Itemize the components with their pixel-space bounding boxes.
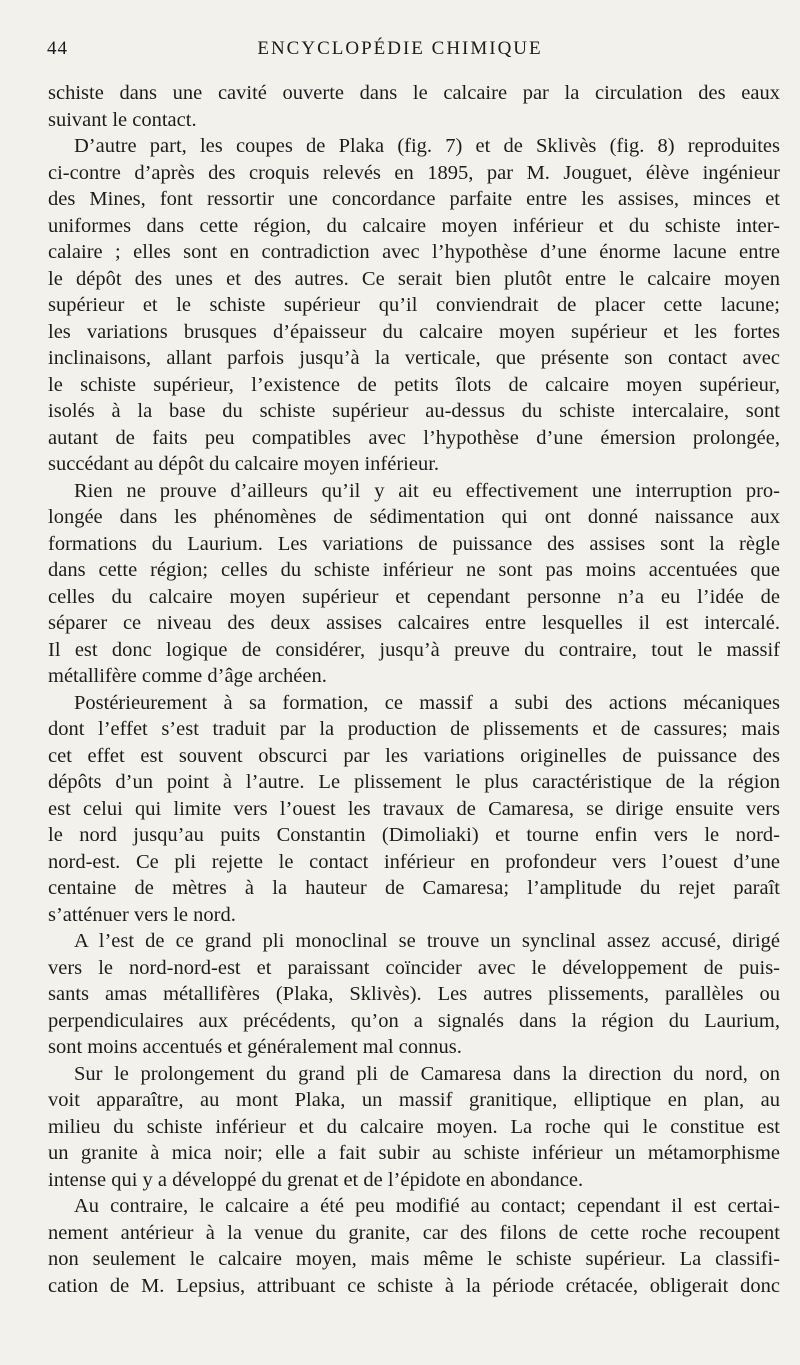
text-line: Il est donc logique de considérer, jusqu’à preuve du contraire, tout le massif <box>48 638 780 661</box>
text-line: milieu du schiste inférieur et du calcaire moyen. La roche qui le constitue est <box>48 1115 780 1138</box>
paragraph <box>48 1193 780 1299</box>
text-line: isolés à la base du schiste supérieur au-dessus du schiste intercalaire, sont <box>48 400 780 422</box>
text-line: métallifère comme d’âge archéen. <box>48 665 327 687</box>
paragraph <box>48 478 780 690</box>
text-line: schiste dans une cavité ouverte dans le calcaire par la circulation des eaux <box>48 82 780 104</box>
running-title: ENCYCLOPÉDIE CHIMIQUE <box>257 38 543 59</box>
text-line: séparer ce niveau des deux assises calcaires entre lesquelles il est intercalé. <box>48 612 780 634</box>
text-line: formations du Laurium. Les variations de puissance des assises sont la règle <box>48 532 780 555</box>
text-line: nord-est. Ce pli rejette le contact inférieur en profondeur vers l’ouest d’une <box>48 850 780 873</box>
text-line: autant de faits peu compatibles avec l’hypothèse d’une émersion prolongée, <box>48 426 780 449</box>
paragraph <box>48 80 780 133</box>
text-line: supérieur et le schiste supérieur qu’il conviendrait de placer cette lacune; <box>48 294 780 316</box>
text-line: les variations brusques d’épaisseur du calcaire moyen supérieur et les fortes <box>48 320 780 343</box>
text-line: ci-contre d’après des croquis relevés en 1895, par M. Jouguet, élève ingénieur <box>48 161 780 184</box>
paragraph <box>48 690 780 929</box>
text-line: sont moins accentués et généralement mal connus. <box>48 1036 462 1058</box>
text-line: sants amas métallifères (Plaka, Sklivès). Les autres plissements, parallèles ou <box>48 983 780 1005</box>
text-line: centaine de mètres à la hauteur de Camaresa; l’amplitude du rejet paraît <box>48 877 780 899</box>
text-line: dont l’effet s’est traduit par la production de plissements et de cassures; mais <box>48 718 780 740</box>
text-line: des Mines, font ressortir une concordance parfaite entre les assises, minces et <box>48 188 780 210</box>
text-line: voit apparaître, au mont Plaka, un massif granitique, elliptique en plan, au <box>48 1089 780 1111</box>
page-number: 44 <box>47 38 68 59</box>
text-line: dépôts d’un point à l’autre. Le plissement le plus caractéristique de la région <box>48 771 780 793</box>
paragraph <box>48 1061 780 1194</box>
text-line: Rien ne prouve d’ailleurs qu’il y ait eu effectivement une interruption pro- <box>74 479 780 502</box>
text-line: perpendiculaires aux précédents, qu’on a signalés dans la région du Laurium, <box>48 1009 780 1032</box>
text-line: longée dans les phénomènes de sédimentation qui ont donné naissance aux <box>48 506 780 528</box>
text-line: Au contraire, le calcaire a été peu modifié au contact; cependant il est certai- <box>74 1195 780 1217</box>
text-line: le dépôt des unes et des autres. Ce serait bien plutôt entre le calcaire moyen <box>48 267 780 290</box>
text-line: le schiste supérieur, l’existence de petits îlots de calcaire moyen supérieur, <box>48 373 780 396</box>
text-line: non seulement le calcaire moyen, mais même le schiste supérieur. La classifi- <box>48 1248 780 1270</box>
text-line: cation de M. Lepsius, attribuant ce schiste à la période crétacée, obligerait donc <box>48 1274 780 1297</box>
text-line: vers le nord-nord-est et paraissant coïncider avec le développement de puis- <box>48 956 780 979</box>
text-line: est celui qui limite vers l’ouest les travaux de Camaresa, se dirige ensuite vers <box>48 797 780 820</box>
text-line: succédant au dépôt du calcaire moyen inférieur. <box>48 453 440 475</box>
paragraph <box>48 133 780 478</box>
text-line: cet effet est souvent obscurci par les variations originelles de puissance des <box>48 744 780 767</box>
text-line: uniformes dans cette région, du calcaire moyen inférieur et du schiste inter- <box>48 214 780 237</box>
body-text <box>48 80 780 1299</box>
text-line: nement antérieur à la venue du granite, car des filons de cette roche recoupent <box>48 1221 780 1244</box>
text-line: calaire ; elles sont en contradiction avec l’hypothèse d’une énorme lacune entre <box>48 241 780 263</box>
text-line: intense qui y a développé du grenat et de l’épidote en abondance. <box>48 1168 584 1191</box>
text-line: Sur le prolongement du grand pli de Camaresa dans la direction du nord, on <box>74 1062 780 1085</box>
text-line: D’autre part, les coupes de Plaka (fig. 7) et de Sklivès (fig. 8) reproduites <box>74 135 780 157</box>
text-line: s’atténuer vers le nord. <box>48 903 236 926</box>
text-line: suivant le contact. <box>48 108 197 131</box>
text-line: A l’est de ce grand pli monoclinal se trouve un synclinal assez accusé, dirigé <box>74 930 780 952</box>
text-line: Postérieurement à sa formation, ce massif a subi des actions mécaniques <box>74 691 780 714</box>
text-line: un granite à mica noir; elle a fait subir au schiste inférieur un métamorphisme <box>48 1142 780 1164</box>
paragraph <box>48 928 780 1061</box>
page-header <box>0 38 800 66</box>
text-line: le nord jusqu’au puits Constantin (Dimoliaki) et tourne enfin vers le nord- <box>48 824 780 846</box>
text-line: dans cette région; celles du schiste inférieur ne sont pas moins accentuées que <box>48 559 780 581</box>
text-line: celles du calcaire moyen supérieur et cependant personne n’a eu l’idée de <box>48 585 780 608</box>
text-line: inclinaisons, allant parfois jusqu’à la verticale, que présente son contact avec <box>48 347 780 369</box>
